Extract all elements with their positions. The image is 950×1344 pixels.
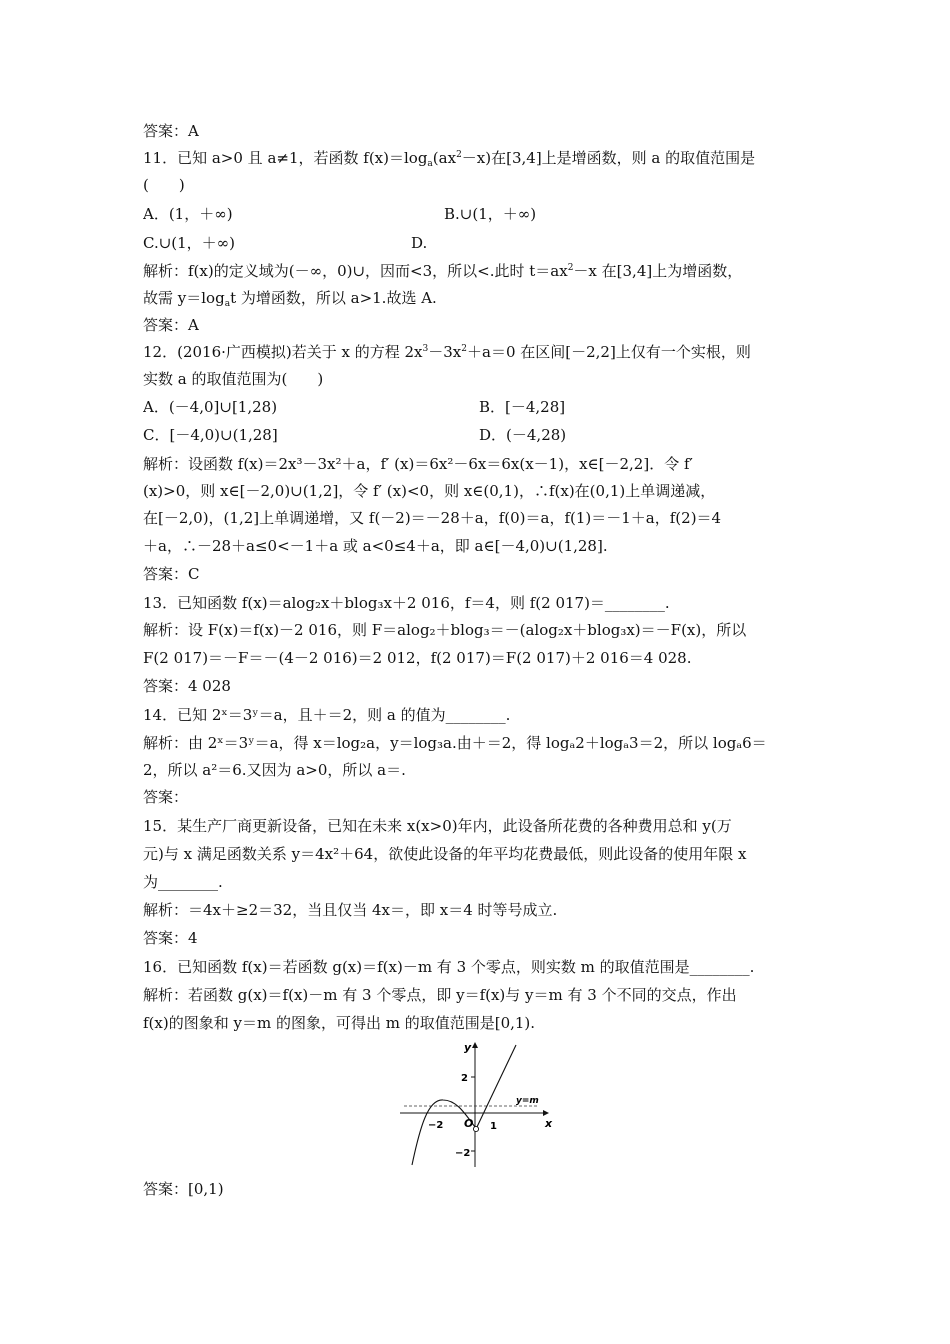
tick-x-1: 1 bbox=[490, 1121, 497, 1132]
analysis-15: 解析：＝4x＋≥2＝32，当且仅当 4x＝，即 x＝4 时等号成立. bbox=[143, 901, 558, 919]
answer-13: 答案：4 028 bbox=[143, 677, 231, 695]
analysis-14-line2: 2，所以 a²＝6.又因为 a>0，所以 a＝. bbox=[143, 761, 406, 779]
question-12-line2: 实数 a 的取值范围为( ) bbox=[143, 370, 324, 388]
analysis-12-line4: ＋a，∴－28＋a≤0<－1＋a 或 a<0≤4＋a，即 a∈[－4,0)∪(1,28]. bbox=[143, 537, 608, 555]
question-14: 14．已知 2ˣ＝3ʸ＝a，且＋＝2，则 a 的值为________. bbox=[143, 706, 511, 724]
question-16: 16．已知函数 f(x)＝若函数 g(x)＝f(x)－m 有 3 个零点，则实数 m 的取值范围是________. bbox=[143, 958, 755, 976]
analysis-16-line2: f(x)的图象和 y＝m 的图象，可得出 m 的取值范围是[0,1). bbox=[143, 1014, 536, 1032]
function-graph bbox=[398, 1037, 558, 1172]
analysis-13-line1: 解析：设 F(x)＝f(x)－2 016，则 F＝alog₂＋blog₃＝－(alog₂x＋blog₃x)＝－F(x)，所以 bbox=[143, 621, 747, 639]
question-13: 13．已知函数 f(x)＝alog₂x＋blog₃x＋2 016，f＝4，则 f(2 017)＝________. bbox=[143, 594, 670, 612]
tick-y-2: 2 bbox=[461, 1073, 468, 1084]
answer-16: 答案：[0,1) bbox=[143, 1180, 224, 1198]
question-15-line3: 为________. bbox=[143, 873, 223, 891]
analysis-14-line1: 解析：由 2ˣ＝3ʸ＝a，得 x＝log₂a，y＝log₃a.由＋＝2，得 logₐ2＋logₐ3＝2，所以 logₐ6＝ bbox=[143, 734, 767, 752]
tick-y-neg-2: −2 bbox=[455, 1148, 471, 1159]
open-point bbox=[473, 1126, 478, 1131]
options-11-ab: A．(1，＋∞) B.∪(1，＋∞) bbox=[143, 205, 537, 223]
analysis-16-line1: 解析：若函数 g(x)＝f(x)－m 有 3 个零点，即 y＝f(x)与 y＝m 有 3 个不同的交点，作出 bbox=[143, 986, 737, 1004]
analysis-12-line3: 在[－2,0)，(1,2]上单调递增，又 f(－2)＝－28＋a，f(0)＝a，f(1)＝－1＋a，f(2)＝4 bbox=[143, 509, 722, 527]
analysis-11-line1: 解析：f(x)的定义域为(－∞，0)∪，因而<3，所以<.此时 $t=ax^2-x$ 在[3,4]上为增函数， bbox=[143, 262, 743, 280]
question-12: 12．(2016·广西模拟)若关于 x 的方程 $2x^3-3x^2+a=0$ 在区间[－2,2]上仅有一个实根，则 bbox=[143, 343, 751, 361]
x-axis-label: x bbox=[545, 1117, 553, 1130]
question-15-line2: 元)与 x 满足函数关系 y＝4x²＋64，欲使此设备的年平均花费最低，则此设备的使用年限 x bbox=[143, 845, 747, 863]
question-11-bracket: ( ) bbox=[143, 176, 185, 194]
answer-10: 答案：A bbox=[143, 122, 199, 140]
tick-x-neg-2: −2 bbox=[428, 1120, 444, 1131]
analysis-12-line2: (x)>0，则 x∈[－2,0)∪(1,2]，令 f′ (x)<0，则 x∈(0,1)，∴f(x)在(0,1)上单调递减， bbox=[143, 482, 716, 500]
analysis-11-line2: 故需 $y=\log_at$ 为增函数，所以 a>1.故选 A. bbox=[143, 289, 437, 309]
linear-branch-line bbox=[476, 1045, 516, 1129]
y-axis-label: y bbox=[464, 1041, 472, 1054]
options-12-ab: A．(－4,0]∪[1,28) B．[－4,28] bbox=[143, 398, 566, 416]
options-11-cd: C.∪(1，＋∞) D. bbox=[143, 234, 428, 252]
answer-11: 答案：A bbox=[143, 316, 199, 334]
origin-label: O bbox=[464, 1117, 474, 1130]
answer-12: 答案：C bbox=[143, 565, 200, 583]
line-label: y=m bbox=[516, 1096, 539, 1106]
options-12-cd: C．[－4,0)∪(1,28] D．(－4,28) bbox=[143, 426, 567, 444]
answer-15: 答案：4 bbox=[143, 929, 198, 947]
question-15-line1: 15．某生产厂商更新设备，已知在未来 x(x>0)年内，此设备所花费的各种费用总和 y(万 bbox=[143, 817, 732, 835]
analysis-12-line1: 解析：设函数 f(x)＝2x³－3x²＋a，f′ (x)＝6x²－6x＝6x(x－1)，x∈[－2,2]．令 f′ bbox=[143, 455, 693, 473]
question-11: 11．已知 a>0 且 a≠1，若函数 $f(x)=\log_a(ax^2-x)$在[3,4]上是增函数，则 a 的取值范围是 bbox=[143, 149, 756, 169]
answer-14: 答案： bbox=[143, 788, 189, 806]
analysis-13-line2: F(2 017)＝－F＝－(4－2 016)＝2 012，f(2 017)＝F(2 017)＋2 016＝4 028. bbox=[143, 649, 692, 667]
